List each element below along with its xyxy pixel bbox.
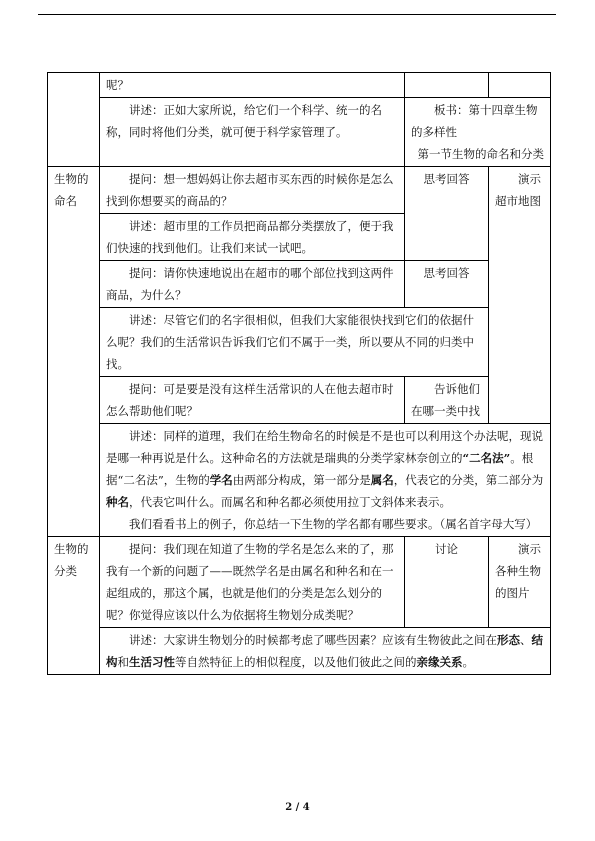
- media-cell: [489, 73, 551, 98]
- teacher-activity-cell: [100, 628, 551, 675]
- teacher-activity-cell: [100, 167, 405, 214]
- bold-term: “二名法”: [462, 451, 511, 465]
- section-label: 生物的命名: [54, 172, 89, 208]
- student-activity-cell: [405, 73, 489, 98]
- cell-text: 讲述：尽管它们的名字很相似，但我们大家能很快找到它们的依据什么呢？我们的生活常识告诉我们它们不属于一类，所以要从不同的归类中找。: [106, 313, 474, 371]
- teacher-activity-cell: [100, 377, 405, 424]
- table-row: [48, 628, 551, 675]
- text-run: 讲述：同样的道理，我们在给生物命名的时候是不是也可以利用这个办法呢，现说是哪一种再说是什么。这种命名的方法就是瑞典的分类学家林奈创立的: [106, 429, 543, 465]
- section-label: 生物的分类: [54, 542, 89, 578]
- text-run: 由两部分构成，第一部分是: [232, 473, 371, 487]
- paragraph: [106, 425, 544, 513]
- paragraph: [106, 629, 544, 673]
- blackboard-subtitle: 第一节生物的命名和分类: [417, 147, 544, 161]
- bold-term: 生活习性: [129, 655, 175, 669]
- cell-text: 演示超市地图: [495, 172, 541, 208]
- teacher-activity-cell: [100, 537, 405, 628]
- cell-text: 告诉他们在哪一类中找: [411, 382, 480, 418]
- cell-text: 讲述：超市里的工作员把商品都分类摆放了，便于我们快速的找到他们。让我们来试一试吧。: [106, 219, 394, 255]
- text-run: 。: [462, 655, 474, 669]
- student-activity-cell: [405, 537, 489, 628]
- teacher-activity-cell: [100, 214, 405, 261]
- text-run: ，代表它的分类，第二部分为: [393, 473, 544, 487]
- media-cell: [489, 537, 551, 628]
- header-rule: [38, 14, 556, 15]
- media-cell: [489, 167, 551, 424]
- text-run: 和: [117, 655, 129, 669]
- student-activity-cell: [405, 261, 489, 308]
- teacher-activity-cell: [100, 424, 551, 537]
- section-label-naming: [48, 167, 100, 537]
- bold-term: 属名: [370, 473, 394, 487]
- student-activity-cell: [405, 377, 489, 424]
- table-row: [48, 98, 551, 167]
- teacher-activity-cell: [100, 73, 405, 98]
- cell-text: 提问：请你快速地说出在超市的哪个部位找到这两件商品，为什么？: [106, 266, 394, 302]
- section-cell-empty: [48, 73, 100, 167]
- student-activity-cell: [405, 167, 489, 261]
- paragraph: 我们看看书上的例子，你总结一下生物的学名都有哪些要求。（属名首字母大写）: [129, 517, 538, 531]
- table-row: [48, 377, 551, 424]
- cell-text: 讨论: [435, 542, 458, 556]
- text-run: 。根据“二名法”，生物的: [106, 451, 534, 487]
- bold-term: 种名: [106, 495, 129, 509]
- table-row: [48, 424, 551, 537]
- lesson-plan-table: [47, 72, 551, 675]
- cell-text: 思考回答: [423, 172, 470, 186]
- table-row: [48, 167, 551, 214]
- table-row: [48, 308, 551, 377]
- teacher-activity-cell: [100, 261, 405, 308]
- text-run: 讲述：大家讲生物划分的时候都考虑了哪些因素？应该有生物彼此之间在: [129, 633, 497, 647]
- page-number: 2 / 4: [285, 802, 310, 813]
- table-row: [48, 537, 551, 628]
- blackboard-cell: [405, 98, 551, 167]
- cell-text: 讲述：正如大家所说，给它们一个科学、统一的名称，同时将他们分类，就可便于科学家管理了。: [106, 103, 382, 139]
- bold-term: 亲缘关系: [416, 655, 463, 669]
- teacher-activity-cell: [100, 308, 489, 377]
- cell-text: 呢？: [106, 78, 129, 92]
- cell-text: 提问：可是要是没有这样生活常识的人在他去超市时怎么帮助他们呢？: [106, 382, 394, 418]
- table-row: [48, 73, 551, 98]
- cell-text: 演示各种生物的图片: [495, 542, 541, 600]
- cell-text: 提问：我们现在知道了生物的学名是怎么来的了，那我有一个新的问题了——既然学名是由属名和种名和在一起组成的，那这个属，也就是他们的分类是怎么划分的呢？你觉得应该以什么为依据将生物划分成类呢？: [106, 542, 394, 622]
- bold-term: 结构: [106, 633, 543, 669]
- bold-term: 形态: [497, 633, 520, 647]
- table-row: [48, 261, 551, 308]
- cell-text: 提问：想一想妈妈让你去超市买东西的时候你是怎么找到你想要买的商品的？: [106, 172, 394, 208]
- text-run: ，代表它叫什么。而属名和种名都必须使用拉丁文斜体来表示。: [129, 495, 451, 509]
- text-run: 、: [520, 633, 532, 647]
- cell-text: 思考回答: [423, 266, 470, 280]
- section-label-classification: [48, 537, 100, 675]
- teacher-activity-cell: [100, 98, 405, 167]
- bold-term: 学名: [209, 473, 233, 487]
- blackboard-title: 板书：第十四章生物的多样性: [411, 103, 538, 139]
- text-run: 等自然特征上的相似程度，以及他们彼此之间的: [175, 655, 417, 669]
